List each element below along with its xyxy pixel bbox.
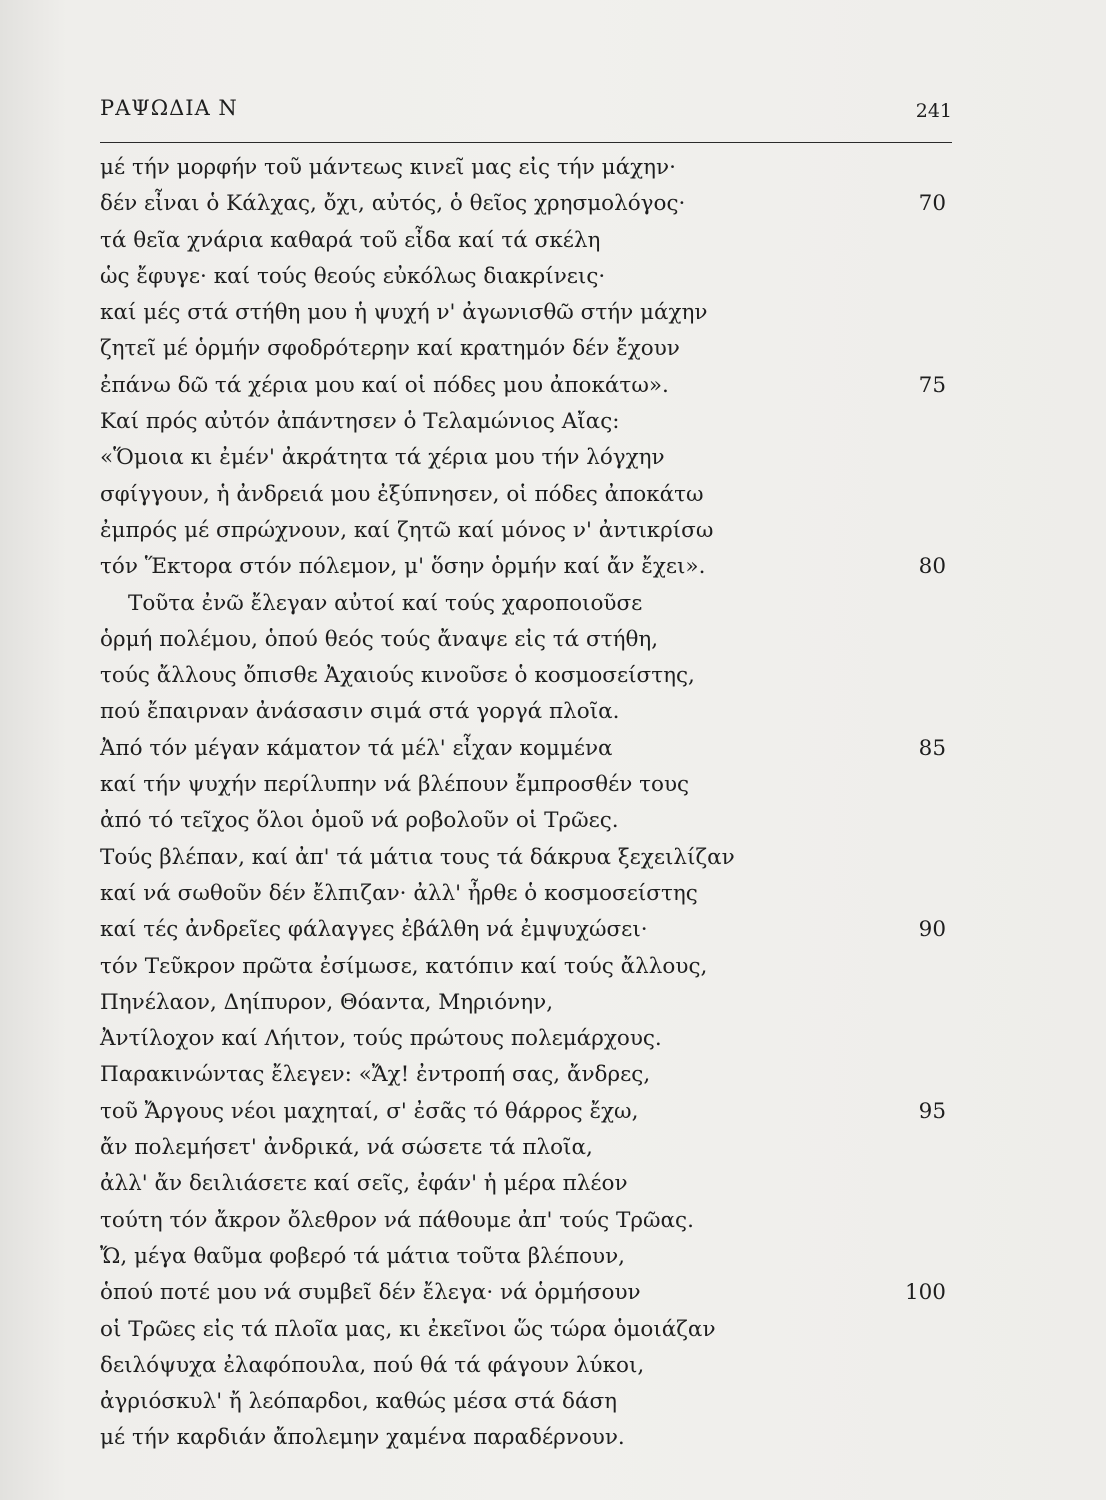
line-number: 70 [918, 191, 946, 217]
line-number: 100 [904, 1280, 946, 1306]
verse-line [100, 186, 952, 222]
verse-line [100, 150, 952, 186]
verse-text: δέν εἶναι ὁ Κάλχας, ὄχι, αὐτός, ὁ θεῖος χρησμολόγος· [100, 191, 686, 217]
line-number: 75 [918, 372, 946, 398]
page-header [100, 96, 952, 136]
verse-line [100, 767, 952, 803]
verse-text: ἀπό τό τεῖχος ὅλοι ὁμοῦ νά ροβολοῦν οἱ Τρῶες. [100, 808, 619, 834]
running-title: ΡΑΨΩΔΙΑ Ν [100, 96, 238, 120]
verse-text: σφίγγουν, ἡ ἀνδρειά μου ἐξύπνησεν, οἱ πόδες ἀποκάτω [100, 481, 704, 507]
verse-line [100, 985, 952, 1021]
header-rule [100, 142, 952, 143]
verse-line [100, 1094, 952, 1130]
verse-text: ζητεῖ μέ ὁρμήν σφοδρότερην καί κρατημόν δέν ἔχουν [100, 336, 680, 362]
verse-line [100, 513, 952, 549]
verse-line [100, 1239, 952, 1275]
verse-line [100, 1057, 952, 1093]
verse-text: τόν Τεῦκρον πρῶτα ἐσίμωσε, κατόπιν καί τούς ἄλλους, [100, 953, 708, 979]
verse-line [100, 477, 952, 513]
verse-line [100, 259, 952, 295]
verse-text: δειλόψυχα ἐλαφόπουλα, πού θά τά φάγουν λύκοι, [100, 1352, 645, 1378]
verse-text: πού ἔπαιρναν ἀνάσασιν σιμά στά γοργά πλοῖα. [100, 699, 620, 725]
verse-line [100, 876, 952, 912]
verse-line [100, 295, 952, 331]
verse-line [100, 803, 952, 839]
verse-text: ἐπάνω δῶ τά χέρια μου καί οἱ πόδες μου ἀποκάτω». [100, 372, 669, 398]
verse-line [100, 1420, 952, 1456]
verse-line [100, 1348, 952, 1384]
verse-text: ὁπού ποτέ μου νά συμβεῖ δέν ἔλεγα· νά ὁρμήσουν [100, 1280, 641, 1306]
verse-line [100, 1384, 952, 1420]
verse-text: τοῦ Ἄργους νέοι μαχηταί, σ' ἐσᾶς τό θάρρος ἔχω, [100, 1098, 639, 1124]
line-number: 80 [918, 554, 946, 580]
verse-line [100, 223, 952, 259]
verse-line [100, 949, 952, 985]
verse-text: τόν Ἕκτορα στόν πόλεμον, μ' ὅσην ὁρμήν καί ἄν ἔχει». [100, 554, 706, 580]
verse-line [100, 1166, 952, 1202]
verse-text: Ἀπό τόν μέγαν κάματον τά μέλ' εἶχαν κομμένα [100, 735, 613, 761]
verse-line [100, 694, 952, 730]
verse-line [100, 731, 952, 767]
verse-text: μέ τήν μορφήν τοῦ μάντεως κινεῖ μας εἰς τήν μάχην· [100, 155, 676, 180]
verse-text: μέ τήν καρδιάν ἄπολεμην χαμένα παραδέρνουν. [100, 1425, 625, 1451]
verse-text: καί νά σωθοῦν δέν ἔλπιζαν· ἀλλ' ἦρθε ὁ κοσμοσείστης [100, 880, 698, 906]
verse-line [100, 549, 952, 585]
verse-text: καί μές στά στήθη μου ἡ ψυχή ν' ἀγωνισθῶ στήν μάχην [100, 300, 708, 326]
verse-text: ἀλλ' ἄν δειλιάσετε καί σεῖς, ἐφάν' ἡ μέρα πλέον [100, 1171, 628, 1197]
verse-line [100, 658, 952, 694]
verse-text: καί τήν ψυχήν περίλυπην νά βλέπουν ἔμπροσθέν τους [100, 772, 690, 798]
verse-text: τούτη τόν ἄκρον ὄλεθρον νά πάθουμε ἀπ' τούς Τρῶας. [100, 1207, 694, 1233]
verse-line [100, 440, 952, 476]
verse-text: Καί πρός αὐτόν ἀπάντησεν ὁ Τελαμώνιος Αἴας: [100, 409, 620, 435]
verse-text: καί τές ἀνδρεῖες φάλαγγες ἐβάλθη νά ἐμψυχώσει· [100, 917, 648, 943]
verse-text: ὡς ἔφυγε· καί τούς θεούς εὐκόλως διακρίνεις· [100, 263, 606, 289]
verse-text: Ἀντίλοχον καί Λήιτον, τούς πρώτους πολεμάρχους. [100, 1026, 662, 1052]
verse-text: Ὤ, μέγα θαῦμα φοβερό τά μάτια τοῦτα βλέπουν, [100, 1243, 625, 1269]
verse-line [100, 1130, 952, 1166]
verse-line [100, 331, 952, 367]
verse-text: ἀγριόσκυλ' ἤ λεόπαρδοι, καθώς μέσα στά δάση [100, 1389, 618, 1415]
verse-text: «Ὅμοια κι ἐμέν' ἀκράτητα τά χέρια μου τήν λόγχην [100, 445, 665, 471]
verse-text: Πηνέλαον, Δηίπυρον, Θόαντα, Μηριόνην, [100, 989, 554, 1015]
verse-text: ἐμπρός μέ σπρώχνουν, καί ζητῶ καί μόνος ν' ἀντικρίσω [100, 517, 714, 543]
verse-line [100, 1021, 952, 1057]
verse-line [100, 404, 952, 440]
verse-text: ἄν πολεμήσετ' ἀνδρικά, νά σώσετε τά πλοῖα, [100, 1135, 593, 1161]
page-number: 241 [915, 100, 952, 122]
verse-text: ὁρμή πολέμου, ὁπού θεός τούς ἄναψε εἰς τά στήθη, [100, 626, 659, 652]
verse-text: τούς ἄλλους ὄπισθε Ἀχαιούς κινοῦσε ὁ κοσμοσείστης, [100, 663, 695, 689]
verse-text: οἱ Τρῶες εἰς τά πλοῖα μας, κι ἐκεῖνοι ὥς τώρα ὁμοιάζαν [100, 1316, 716, 1342]
verse-line [100, 912, 952, 948]
verse-line [100, 840, 952, 876]
verse-text: τά θεῖα χνάρια καθαρά τοῦ εἶδα καί τά σκέλη [100, 227, 601, 253]
verse-line [100, 586, 952, 622]
line-number: 85 [918, 735, 946, 761]
line-number: 90 [918, 917, 946, 943]
verse-text: Παρακινώντας ἔλεγεν: «Ἄχ! ἐντροπή σας, ἄνδρες, [100, 1062, 651, 1088]
line-number: 95 [918, 1098, 946, 1124]
verse-line [100, 1275, 952, 1311]
verse-line [100, 1203, 952, 1239]
verse-text: Τοῦτα ἐνῶ ἔλεγαν αὐτοί καί τούς χαροποιοῦσε [128, 590, 643, 616]
verse-text: Τούς βλέπαν, καί ἀπ' τά μάτια τους τά δάκρυα ξεχειλίζαν [100, 844, 735, 870]
verse-line [100, 368, 952, 404]
poem-text [100, 150, 952, 1457]
verse-line [100, 1312, 952, 1348]
verse-line [100, 622, 952, 658]
